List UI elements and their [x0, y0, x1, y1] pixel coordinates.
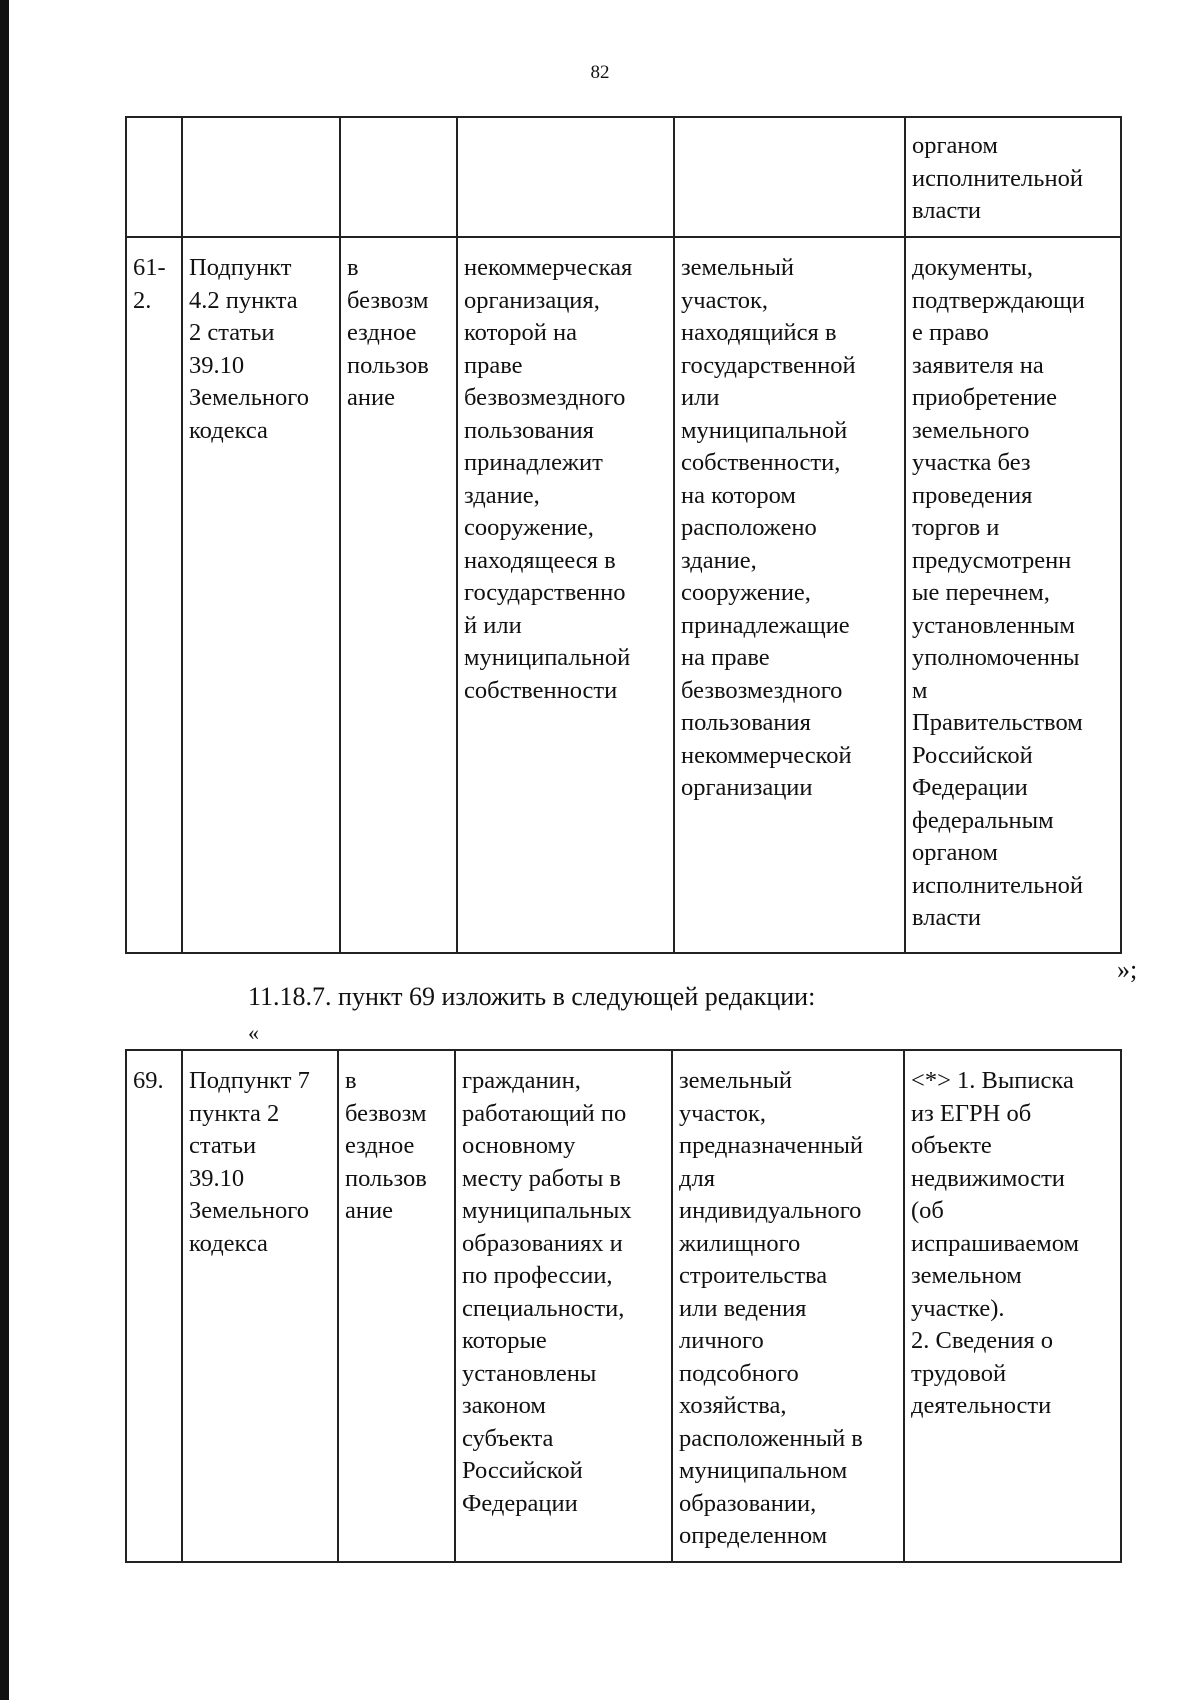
cell-number: 61- 2.: [126, 237, 182, 953]
cell-land-plot: земельный участок, находящийся в государственной или муниципальной собственности, на котором расположено здание, сооружение, принадлежащие на праве безвозмездного пользования некоммерческой организации: [674, 237, 905, 953]
table-row-61-2: [126, 237, 1121, 953]
table-upper: [125, 116, 1122, 954]
closing-quote: »;: [1117, 955, 1138, 984]
table-lower: [125, 1049, 1122, 1563]
cell-land-plot: земельный участок, предназначенный для индивидуального жилищного строительства или ведения личного подсобного хозяйства, расположенный в муниципальном образовании, определенном: [672, 1050, 904, 1562]
cell-applicant: [457, 117, 674, 237]
scan-edge-bar: [0, 0, 9, 1700]
amendment-instruction: 11.18.7. пункт 69 изложить в следующей редакции:: [248, 982, 816, 1011]
cell-right-type: в безвозм ездное пользов ание: [340, 237, 457, 953]
table-row-continuation: [126, 117, 1121, 237]
cell-right-type: [340, 117, 457, 237]
page-number: 82: [590, 62, 610, 83]
cell-number: 69.: [126, 1050, 182, 1562]
cell-legal-basis: Подпункт 4.2 пункта 2 статьи 39.10 Земельного кодекса: [182, 237, 340, 953]
cell-documents: <*> 1. Выписка из ЕГРН об объекте недвижимости (об испрашиваемом земельном участке). 2. Сведения о трудовой деятельности: [904, 1050, 1121, 1562]
cell-land-plot: [674, 117, 905, 237]
cell-legal-basis: [182, 117, 340, 237]
cell-right-type: в безвозм ездное пользов ание: [338, 1050, 455, 1562]
cell-documents: органом исполнительной власти: [905, 117, 1121, 237]
cell-applicant: некоммерческая организация, которой на праве безвозмездного пользования принадлежит здание, сооружение, находящееся в государственно й или муниципальной собственности: [457, 237, 674, 953]
cell-legal-basis: Подпункт 7 пункта 2 статьи 39.10 Земельного кодекса: [182, 1050, 338, 1562]
cell-number: [126, 117, 182, 237]
opening-quote: «: [248, 1020, 259, 1045]
cell-documents: документы, подтверждающи е право заявителя на приобретение земельного участка без проведения торгов и предусмотренн ые перечнем, установленным уполномоченны м Правительством Российской Федерации федеральным органом исполнительной власти: [905, 237, 1121, 953]
cell-applicant: гражданин, работающий по основному месту работы в муниципальных образованиях и по профессии, специальности, которые установлены законом субъекта Российской Федерации: [455, 1050, 672, 1562]
table-row-69: [126, 1050, 1121, 1562]
